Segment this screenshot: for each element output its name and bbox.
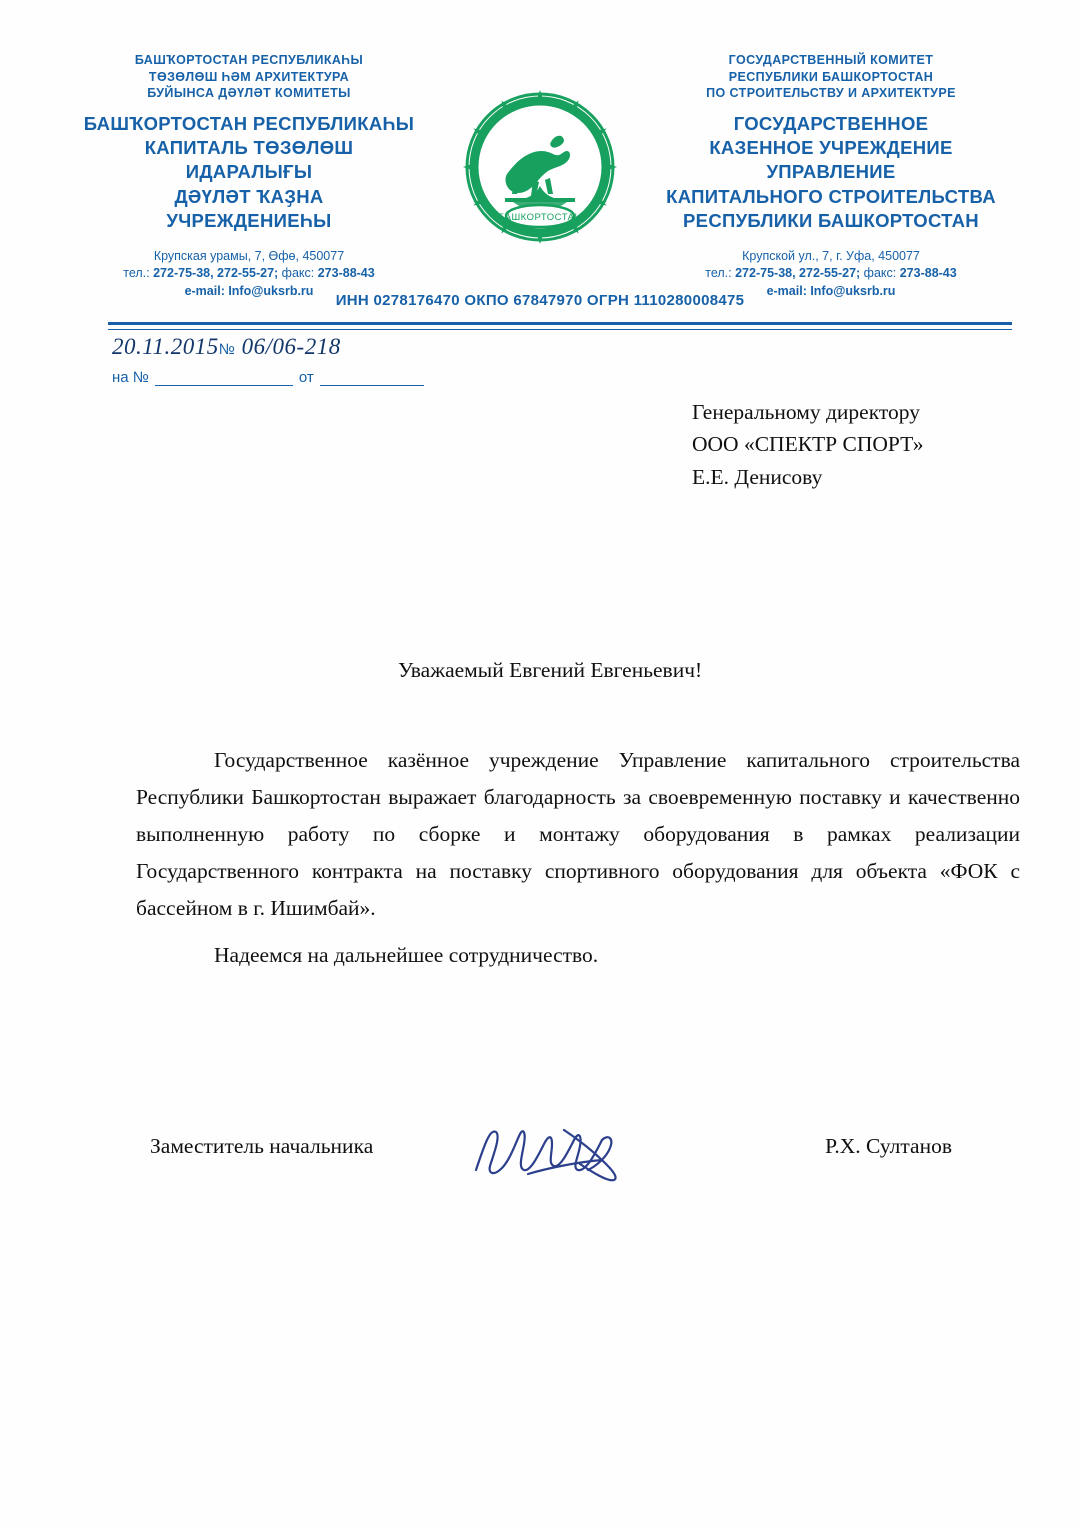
addressee-company: ООО «СПЕКТР СПОРТ» — [692, 432, 924, 457]
letterhead-right-org-line-4: КАПИТАЛЬНОГО СТРОИТЕЛЬСТВА — [666, 185, 996, 207]
letterhead-left-org-line-4: ДӘҮЛӘТ ҠАҘНА — [174, 185, 324, 207]
letterhead-right-committee-line-3: ПО СТРОИТЕЛЬСТВУ И АРХИТЕКТУРЕ — [706, 86, 956, 100]
letterhead-left-address: Крупская урамы, 7, Өфө, 450077 — [153, 248, 345, 263]
letterhead-left-phone: 272-75-38, 272-55-27; — [153, 266, 282, 281]
addressee-position: Генеральному директору — [692, 400, 920, 424]
reference-from-field[interactable] — [320, 371, 424, 386]
signatory-name: Р.Х. Султанов — [825, 1134, 952, 1158]
letterhead-left-org-line-3: ИДАРАЛЫҒЫ — [185, 161, 313, 183]
letter-body — [136, 742, 1020, 974]
letterhead-left-org-line-1: БАШҠОРТОСТАН РЕСПУБЛИКАҺЫ — [83, 112, 415, 134]
handwritten-signature-icon — [468, 1112, 658, 1190]
reference-incoming-label: на № — [112, 369, 149, 386]
letterhead-left-phone-label: тел.: — [123, 266, 154, 281]
letterhead — [0, 52, 1080, 301]
reference-block — [112, 334, 542, 386]
letterhead-right-russian — [630, 52, 1026, 301]
letterhead-right-address: Крупской ул., 7, г. Уфа, 450077 — [742, 248, 920, 263]
letterhead-left-committee-line-1: БАШҠОРТОСТАН РЕСПУБЛИКАҺЫ — [134, 53, 364, 67]
letter-paragraph-1: Государственное казённое учреждение Управление капитального строительства Республики Башкортостан выражает благодарность за своевременную поставку и качественно выполненную работу по сборке и монтажу оборудования в рамках реализации Государственного контракта на поставку спортивного оборудования для объекта «ФОК с бассейном в г. Ишимбай». — [136, 748, 1020, 920]
letterhead-right-email: e-mail: Info@uksrb.ru — [766, 284, 896, 299]
letter-paragraph-2: Надеемся на дальнейшее сотрудничество. — [214, 942, 599, 967]
letterhead-right-org-line-5: РЕСПУБЛИКИ БАШКОРТОСТАН — [683, 210, 979, 232]
letterhead-right-phone-line — [636, 265, 1026, 283]
letterhead-left-org-name — [54, 112, 444, 234]
letterhead-right-phone: 272-75-38, 272-55-27; — [735, 266, 864, 281]
reference-number: 06/06-218 — [241, 334, 341, 359]
letterhead-left-committee-line-3: БУЙЫНСА ДӘҮЛӘТ КОМИТЕТЫ — [147, 86, 351, 100]
reference-incoming-field[interactable] — [155, 371, 293, 386]
signatory-title: Заместитель начальника — [150, 1134, 374, 1158]
reference-incoming — [112, 369, 542, 386]
letterhead-left-fax: 273-88-43 — [317, 266, 375, 281]
letterhead-right-phone-label: тел.: — [705, 266, 736, 281]
emblem-container — [450, 52, 630, 252]
reference-from-label: от — [298, 369, 314, 386]
letterhead-left-org-line-5: УЧРЕЖДЕНИЕҺЫ — [166, 210, 332, 232]
letterhead-right-committee-line-2: РЕСПУБЛИКИ БАШКОРТОСТАН — [728, 69, 934, 84]
letterhead-right-org-line-1: ГОСУДАРСТВЕННОЕ — [733, 112, 929, 134]
letterhead-left-bashkir — [54, 52, 450, 301]
reference-date: 20.11.2015 — [112, 334, 219, 359]
letterhead-right-org-line-3: УПРАВЛЕНИЕ — [766, 161, 896, 183]
addressee-block — [692, 396, 923, 493]
letterhead-left-email: e-mail: Info@uksrb.ru — [184, 284, 314, 299]
letterhead-divider-thin — [108, 329, 1012, 330]
addressee-name: Е.Е. Денисову — [692, 464, 823, 489]
letterhead-divider-thick — [108, 322, 1012, 325]
letterhead-left-committee-line-2: ТӨЗӨЛӨШ ҺӘМ АРХИТЕКТУРА — [148, 69, 350, 84]
reference-outgoing — [112, 334, 542, 360]
letterhead-right-fax: 273-88-43 — [899, 266, 957, 281]
letterhead-left-phone-line — [54, 265, 444, 283]
coat-of-arms-bashkortostan-icon — [455, 82, 625, 252]
letterhead-right-fax-label: факс: — [863, 266, 900, 281]
signature-block — [150, 1118, 952, 1188]
salutation: Уважаемый Евгений Евгеньевич! — [398, 658, 703, 682]
letterhead-right-org-line-2: КАЗЕННОЕ УЧРЕЖДЕНИЕ — [709, 136, 953, 158]
svg-text:БАШКОРТОСТАН: БАШКОРТОСТАН — [498, 212, 582, 223]
letterhead-left-fax-label: факс: — [281, 266, 318, 281]
reference-number-label: № — [218, 341, 236, 358]
letterhead-left-org-line-2: КАПИТАЛЬ ТӨЗӨЛӨШ — [144, 136, 354, 158]
letterhead-right-org-name — [636, 112, 1026, 234]
letterhead-right-committee-line-1: ГОСУДАРСТВЕННЫЙ КОМИТЕТ — [728, 53, 934, 67]
organization-codes: ИНН 0278176470 ОКПО 67847970 ОГРН 1110280008475 — [335, 292, 745, 309]
